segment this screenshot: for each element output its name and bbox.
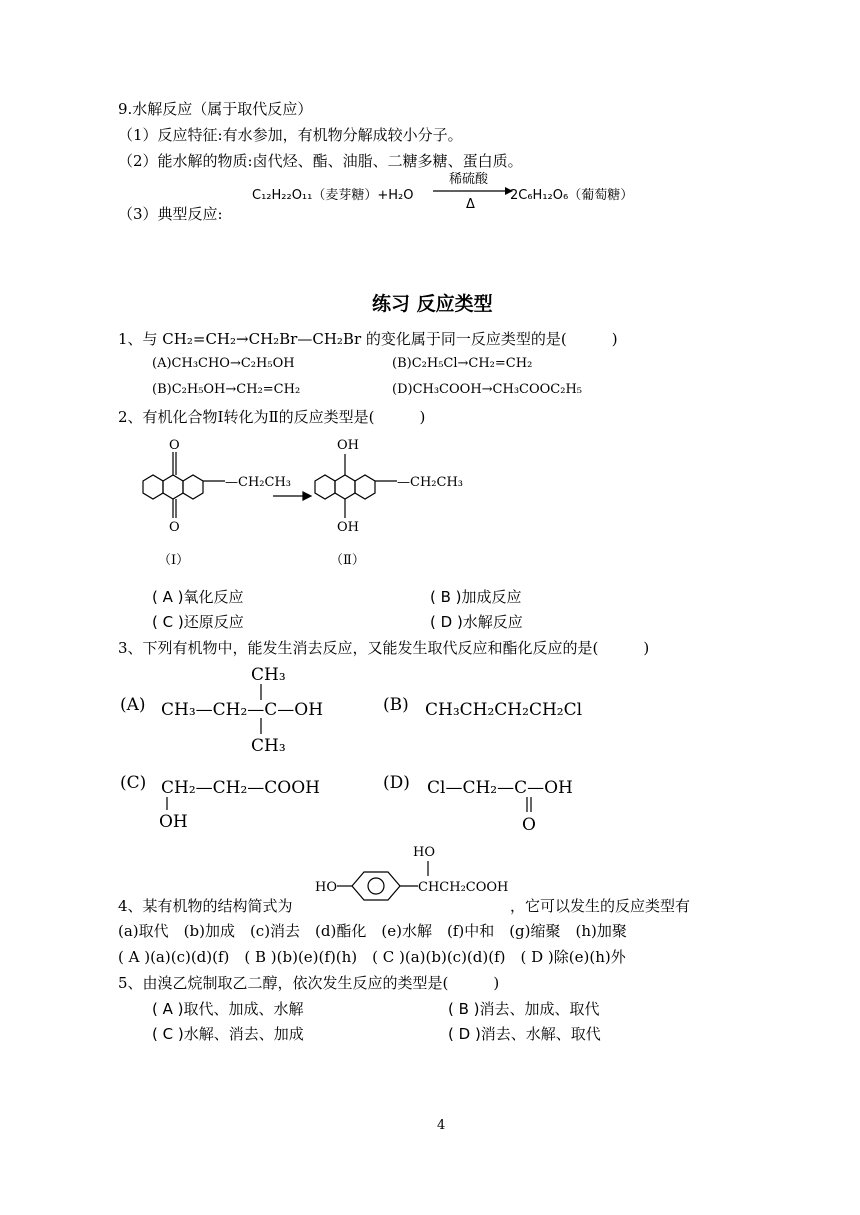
section9-line1: （1）反应特征:有水参加，有机物分解成较小分子。 xyxy=(118,126,463,144)
q2-option-c: ( C )还原反应 xyxy=(152,613,244,631)
mol1-substituent: —CH₂CH₃ xyxy=(225,475,291,490)
q4-options: ( A )(a)(c)(d)(f) ( B )(b)(e)(f)(h) ( C )(a)(b)(c)(d)(f) ( D )除(e)(h)外 xyxy=(118,948,626,966)
q3-b-main: CH₃CH₂CH₂CH₂Cl xyxy=(425,700,583,720)
q2-option-b: ( B )加成反应 xyxy=(430,588,522,606)
q5-option-a: ( A )取代、加成、水解 xyxy=(152,1000,304,1018)
q3-d-o: O xyxy=(522,815,536,835)
mol1-label: （Ⅰ） xyxy=(158,553,190,568)
q2-option-d: ( D )水解反应 xyxy=(430,613,523,631)
q2-option-a: ( A )氧化反应 xyxy=(152,588,244,606)
q4-ho-left: HO xyxy=(315,880,337,895)
q3-structures xyxy=(115,660,615,840)
q3-a-ch3-top: CH₃ xyxy=(251,665,286,685)
q1-option-c: (B)C₂H₅OH→CH₂=CH₂ xyxy=(152,382,301,397)
equation-right: 2C₆H₁₂O₆（葡萄糖） xyxy=(510,188,634,203)
q5-option-b: ( B )消去、加成、取代 xyxy=(448,1000,600,1018)
q4-chain: CHCH₂COOH xyxy=(418,880,509,895)
q3-label-a: (A) xyxy=(120,695,146,715)
q1-option-d: (D)CH₃COOH→CH₃COOC₂H₅ xyxy=(392,382,583,397)
equation-left: C₁₂H₂₂O₁₁（麦芽糖）+H₂O xyxy=(252,188,414,203)
q3-c-main: CH₂—CH₂—COOH xyxy=(161,778,321,798)
section9-line2: （2）能水解的物质:卤代烃、酯、油脂、二糖多糖、蛋白质。 xyxy=(118,152,523,170)
section9-heading: 9.水解反应（属于取代反应） xyxy=(118,100,313,118)
q3-label-b: (B) xyxy=(383,695,409,715)
transform-arrow xyxy=(273,492,311,500)
q3-label-c: (C) xyxy=(120,773,147,793)
q3-stem: 3、下列有机物中，能发生消去反应，又能发生取代反应和酯化反应的是( ) xyxy=(118,639,650,657)
exercise-title: 练习 反应类型 xyxy=(372,293,493,315)
q1-option-b: (B)C₂H₅Cl→CH₂=CH₂ xyxy=(392,356,533,371)
q3-c-oh: OH xyxy=(159,812,188,832)
equation-condition: Δ xyxy=(466,197,475,212)
q4-ho-top: HO xyxy=(413,845,435,860)
q1-option-a: (A)CH₃CHO→C₂H₅OH xyxy=(152,356,295,371)
q3-label-d: (D) xyxy=(383,773,410,793)
q2-stem: 2、有机化合物Ⅰ转化为Ⅱ的反应类型是( ) xyxy=(118,408,426,426)
mol2-substituent: —CH₂CH₃ xyxy=(397,475,463,490)
q2-reaction-structures xyxy=(125,436,485,576)
molecule-II xyxy=(315,454,397,518)
q4-types: (a)取代 (b)加成 (c)消去 (d)酯化 (e)水解 (f)中和 (g)缩聚 (h)加聚 xyxy=(118,922,627,940)
q1-stem: 1、与 CH₂=CH₂→CH₂Br—CH₂Br 的变化属于同一反应类型的是( ) xyxy=(118,330,618,348)
mol2-top: OH xyxy=(337,438,359,453)
q5-option-c: ( C )水解、消去、加成 xyxy=(152,1025,304,1043)
equation-catalyst: 稀硫酸 xyxy=(449,172,489,187)
q5-stem: 5、由溴乙烷制取乙二醇，依次发生反应的类型是( ) xyxy=(118,974,500,992)
mol2-bottom: OH xyxy=(337,520,359,535)
molecule-I xyxy=(143,452,225,518)
reaction-arrow xyxy=(433,186,513,196)
q3-a-ch3-bottom: CH₃ xyxy=(251,736,286,756)
mol1-top: O xyxy=(169,438,180,453)
page-number: 4 xyxy=(437,1118,446,1133)
q5-option-d: ( D )消去、水解、取代 xyxy=(448,1025,601,1043)
q4-stem: 4、某有机物的结构简式为 xyxy=(118,897,293,915)
q3-a-main: CH₃—CH₂—C—OH xyxy=(161,700,324,720)
mol1-bottom: O xyxy=(169,520,180,535)
section9-line3: （3）典型反应: xyxy=(118,205,223,223)
q4-stem-end: ，它可以发生的反应类型有 xyxy=(510,897,691,915)
q3-d-main: Cl—CH₂—C—OH xyxy=(427,778,573,798)
mol2-label: （Ⅱ） xyxy=(330,553,365,568)
q4-structure xyxy=(310,836,540,902)
